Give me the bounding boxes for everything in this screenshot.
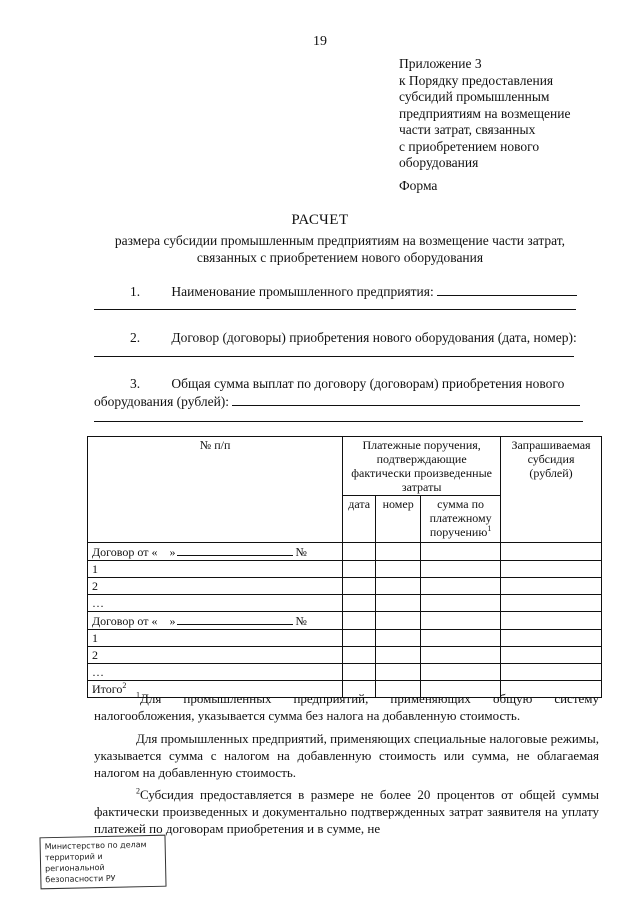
cell-sum[interactable] — [421, 630, 501, 647]
contract-close: » — [169, 545, 176, 559]
cell-date[interactable] — [343, 630, 376, 647]
cell-requested[interactable] — [501, 647, 602, 664]
col-header-sum-text: сумма по платежному поручению — [429, 497, 492, 539]
row-label: … — [88, 595, 343, 612]
footnote-1a — [94, 690, 599, 724]
cell-sum[interactable] — [421, 595, 501, 612]
footnote-2-text: Субсидия предоставляется в размере не более 20 процентов от общей суммы фактически произведенных и документально подтвержденных затрат заявителя на уплату платежей по договорам приобретения и в сумме, не — [94, 787, 599, 836]
appendix-line: субсидий промышленным — [399, 89, 550, 104]
col-header-np: № п/п — [88, 437, 343, 543]
item-text: Договор (договоры) приобретения нового оборудования (дата, номер): — [171, 330, 577, 345]
appendix-line: предприятиям на возмещение — [399, 105, 571, 121]
cell-requested[interactable] — [501, 630, 602, 647]
appendix-line: к Порядку предоставления — [399, 72, 554, 88]
table-row — [88, 612, 602, 630]
appendix-line: с приобретением нового — [399, 138, 540, 154]
cell-requested[interactable] — [501, 595, 602, 612]
page-number: 19 — [313, 34, 327, 49]
ministry-stamp — [39, 835, 166, 890]
contract-date-field[interactable] — [177, 544, 293, 556]
item-number: 1. — [130, 284, 141, 299]
cell-requested[interactable] — [501, 543, 602, 561]
form-label: Форма — [399, 178, 438, 193]
item-contracts — [94, 329, 594, 346]
contracts-field-line[interactable] — [94, 356, 574, 357]
document-title: РАСЧЕТ — [291, 212, 349, 228]
contract-no: № — [295, 545, 307, 559]
appendix-line: Приложение 3 — [399, 56, 482, 71]
table-row — [88, 578, 602, 595]
contract-close: » — [169, 614, 176, 628]
cell-sum[interactable] — [421, 612, 501, 630]
cell-number[interactable] — [376, 647, 421, 664]
cell-sum[interactable] — [421, 543, 501, 561]
cell-number[interactable] — [376, 543, 421, 561]
cell-number[interactable] — [376, 595, 421, 612]
item-text: Наименование промышленного предприятия: — [171, 284, 434, 299]
col-header-requested: Запрашиваемая субсидия (рублей) — [501, 437, 602, 543]
cell-date[interactable] — [343, 543, 376, 561]
cell-requested[interactable] — [501, 664, 602, 681]
item-total-payments — [94, 375, 594, 410]
row-label: … — [88, 664, 343, 681]
footnote-ref-1: 1 — [487, 524, 492, 533]
row-label: 1 — [88, 630, 343, 647]
contract-row-label — [88, 543, 343, 561]
item-text-cont: оборудования (рублей): — [94, 394, 230, 409]
item-enterprise-name — [94, 282, 594, 300]
col-header-number: номер — [376, 496, 421, 543]
cell-number[interactable] — [376, 630, 421, 647]
item-text: Общая сумма выплат по договору (договорам) приобретения нового — [171, 376, 565, 391]
row-label: 2 — [88, 647, 343, 664]
cell-date[interactable] — [343, 561, 376, 578]
item-number: 3. — [130, 376, 141, 391]
cell-sum[interactable] — [421, 561, 501, 578]
subtitle-line: размера субсидии промышленным предприятиям на возмещение части затрат, — [114, 233, 566, 248]
appendix-line: части затрат, связанных — [399, 122, 536, 137]
enterprise-name-field-line2[interactable] — [94, 309, 576, 310]
enterprise-name-field[interactable] — [437, 282, 577, 296]
calculation-table — [87, 436, 602, 698]
cell-requested[interactable] — [501, 561, 602, 578]
footnote-1a-text: Для промышленных предприятий, применяющих общую систему налогообложения, указывается сумма без налога на добавленную стоимость. — [94, 691, 599, 723]
col-header-date: дата — [343, 496, 376, 543]
cell-number[interactable] — [376, 612, 421, 630]
appendix-header — [399, 56, 614, 172]
cell-date[interactable] — [343, 612, 376, 630]
cell-requested[interactable] — [501, 612, 602, 630]
table-row — [88, 543, 602, 561]
contract-date-field[interactable] — [177, 613, 293, 625]
cell-date[interactable] — [343, 595, 376, 612]
footnote-1b — [94, 730, 599, 781]
footnote-mark-2: 2 — [136, 786, 140, 796]
stamp-line: территорий и региональной — [44, 852, 105, 874]
cell-number[interactable] — [376, 561, 421, 578]
cell-date[interactable] — [343, 578, 376, 595]
cell-sum[interactable] — [421, 647, 501, 664]
total-payments-field[interactable] — [232, 392, 580, 406]
cell-date[interactable] — [343, 647, 376, 664]
cell-date[interactable] — [343, 664, 376, 681]
contract-from: Договор от « — [92, 545, 158, 559]
cell-requested[interactable] — [501, 578, 602, 595]
appendix-line: оборудования — [399, 155, 479, 170]
table-header-row — [88, 437, 602, 496]
document-subtitle — [80, 232, 600, 266]
stamp-line: безопасности РУ — [45, 873, 116, 885]
footnote-1b-text: Для промышленных предприятий, применяющих специальные налоговые режимы, указывается сумма с налогом на добавленную стоимость или сумма, не облагаемая налогом на добавленную стоимость. — [94, 731, 599, 780]
cell-sum[interactable] — [421, 664, 501, 681]
total-payments-field-line2[interactable] — [94, 421, 583, 422]
stamp-line: Министерство по делам — [44, 840, 147, 852]
contract-row-label — [88, 612, 343, 630]
footnote-mark-1: 1 — [136, 690, 140, 700]
col-header-payments: Платежные поручения, подтверждающие фактически произведенные затраты — [343, 437, 501, 496]
cell-number[interactable] — [376, 664, 421, 681]
subtitle-line: связанных с приобретением нового оборудования — [196, 250, 484, 265]
table-row — [88, 630, 602, 647]
row-label: 2 — [88, 578, 343, 595]
cell-number[interactable] — [376, 578, 421, 595]
footnote-ref-2: 2 — [122, 681, 127, 690]
cell-sum[interactable] — [421, 578, 501, 595]
row-label: 1 — [88, 561, 343, 578]
col-header-sum — [421, 496, 501, 543]
footnote-2 — [94, 786, 599, 837]
total-text: Итого — [92, 682, 123, 696]
table-row — [88, 664, 602, 681]
contract-from: Договор от « — [92, 614, 158, 628]
table-row — [88, 561, 602, 578]
table-row — [88, 595, 602, 612]
contract-no: № — [295, 614, 307, 628]
table-row — [88, 647, 602, 664]
item-number: 2. — [130, 330, 141, 345]
